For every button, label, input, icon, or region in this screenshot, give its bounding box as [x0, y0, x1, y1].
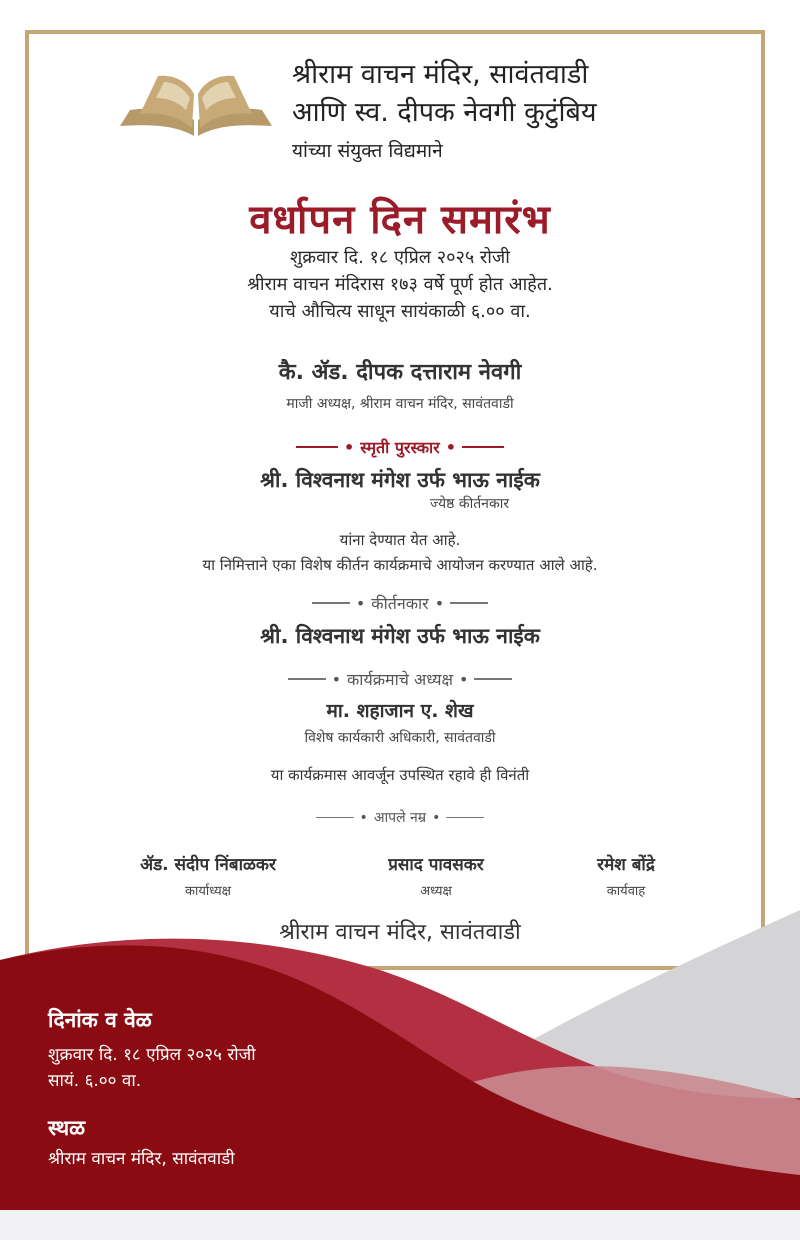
intro-line: शुक्रवार दि. १८ एप्रिल २०२५ रोजी: [290, 247, 510, 268]
organization-name: श्रीराम वाचन मंदिर, सावंतवाडी: [279, 920, 521, 945]
award-heading: स्मृती पुरस्कार: [360, 438, 440, 457]
president-name: मा. शहाजान ए. शेख: [326, 700, 474, 722]
signatory-name: रमेश बोंद्रे: [597, 855, 655, 875]
header-line-3: यांच्या संयुक्त विद्यमाने: [292, 140, 443, 162]
kirtankar-heading: कीर्तनकार: [371, 594, 429, 613]
award-separator: • स्मृती पुरस्कार •: [0, 436, 800, 458]
signatory-role: कार्याध्यक्ष: [184, 884, 231, 899]
president-separator: • कार्यक्रमाचे अध्यक्ष •: [0, 668, 800, 690]
separator-line: [446, 817, 484, 819]
signatory-name: प्रसाद पावसकर: [388, 855, 484, 875]
regards-heading: आपले नम्र: [373, 810, 427, 826]
message-line: या निमित्ताने एका विशेष कीर्तन कार्यक्रमाचे आयोजन करण्यात आले आहे.: [202, 556, 598, 574]
header-line-1: श्रीराम वाचन मंदिर, सावंतवाडी: [292, 59, 589, 90]
attendance-request: या कार्यक्रमास आवर्जून उपस्थित रहावे ही विनंती: [270, 766, 530, 784]
memorial-name: कै. ॲड. दीपक दत्ताराम नेवगी: [278, 360, 522, 385]
award-recipient: श्री. विश्वनाथ मंगेश उर्फ भाऊ नाईक: [260, 468, 540, 492]
signatory: [526, 852, 726, 899]
award-message: [0, 528, 800, 578]
signatory-role: कार्यवाह: [606, 884, 646, 899]
header-line-2: आणि स्व. दीपक नेवगी कुटुंबिय: [292, 97, 597, 128]
venue-heading: स्थळ: [48, 1116, 86, 1140]
venue-text: श्रीराम वाचन मंदिर, सावंतवाडी: [48, 1149, 235, 1169]
kirtankar-separator: • कीर्तनकार •: [0, 592, 800, 614]
president-role: विशेष कार्यकारी अधिकारी, सावंतवाडी: [304, 730, 496, 746]
separator-line: [462, 446, 504, 448]
separator-line: [316, 817, 354, 819]
intro-line: याचे औचित्य साधून सायंकाळी ६.०० वा.: [269, 301, 531, 322]
date-line-1: शुक्रवार दि. १८ एप्रिल २०२५ रोजी: [48, 1045, 256, 1065]
separator-line: [296, 446, 338, 448]
kirtankar-name: श्री. विश्वनाथ मंगेश उर्फ भाऊ नाईक: [260, 624, 540, 648]
separator-line: [474, 678, 512, 680]
memorial-role: माजी अध्यक्ष, श्रीराम वाचन मंदिर, सावंतवाडी: [286, 396, 514, 412]
president-heading: कार्यक्रमाचे अध्यक्ष: [347, 670, 453, 689]
message-line: यांना देण्यात येत आहे.: [339, 531, 461, 549]
regards-separator: • आपले नम्र •: [0, 808, 800, 827]
date-heading: दिनांक व वेळ: [48, 1008, 152, 1032]
separator-line: [312, 602, 350, 604]
intro-text: [0, 244, 800, 325]
signatory-name: ॲड. संदीप निंबाळकर: [140, 855, 276, 875]
event-title: वर्धापन दिन समारंभ: [249, 197, 551, 243]
signatory-role: अध्यक्ष: [420, 884, 452, 899]
intro-line: श्रीराम वाचन मंदिरास १७३ वर्षे पूर्ण होत आहेत.: [247, 274, 553, 295]
award-recipient-role: ज्येष्ठ कीर्तनकार: [430, 496, 510, 512]
gold-frame: [25, 30, 765, 970]
signatory: [108, 852, 308, 899]
separator-line: [450, 602, 488, 604]
separator-line: [288, 678, 326, 680]
open-book-icon: [116, 70, 276, 140]
signatory: [336, 852, 536, 899]
date-line-2: सायं. ६.०० वा.: [48, 1071, 142, 1091]
